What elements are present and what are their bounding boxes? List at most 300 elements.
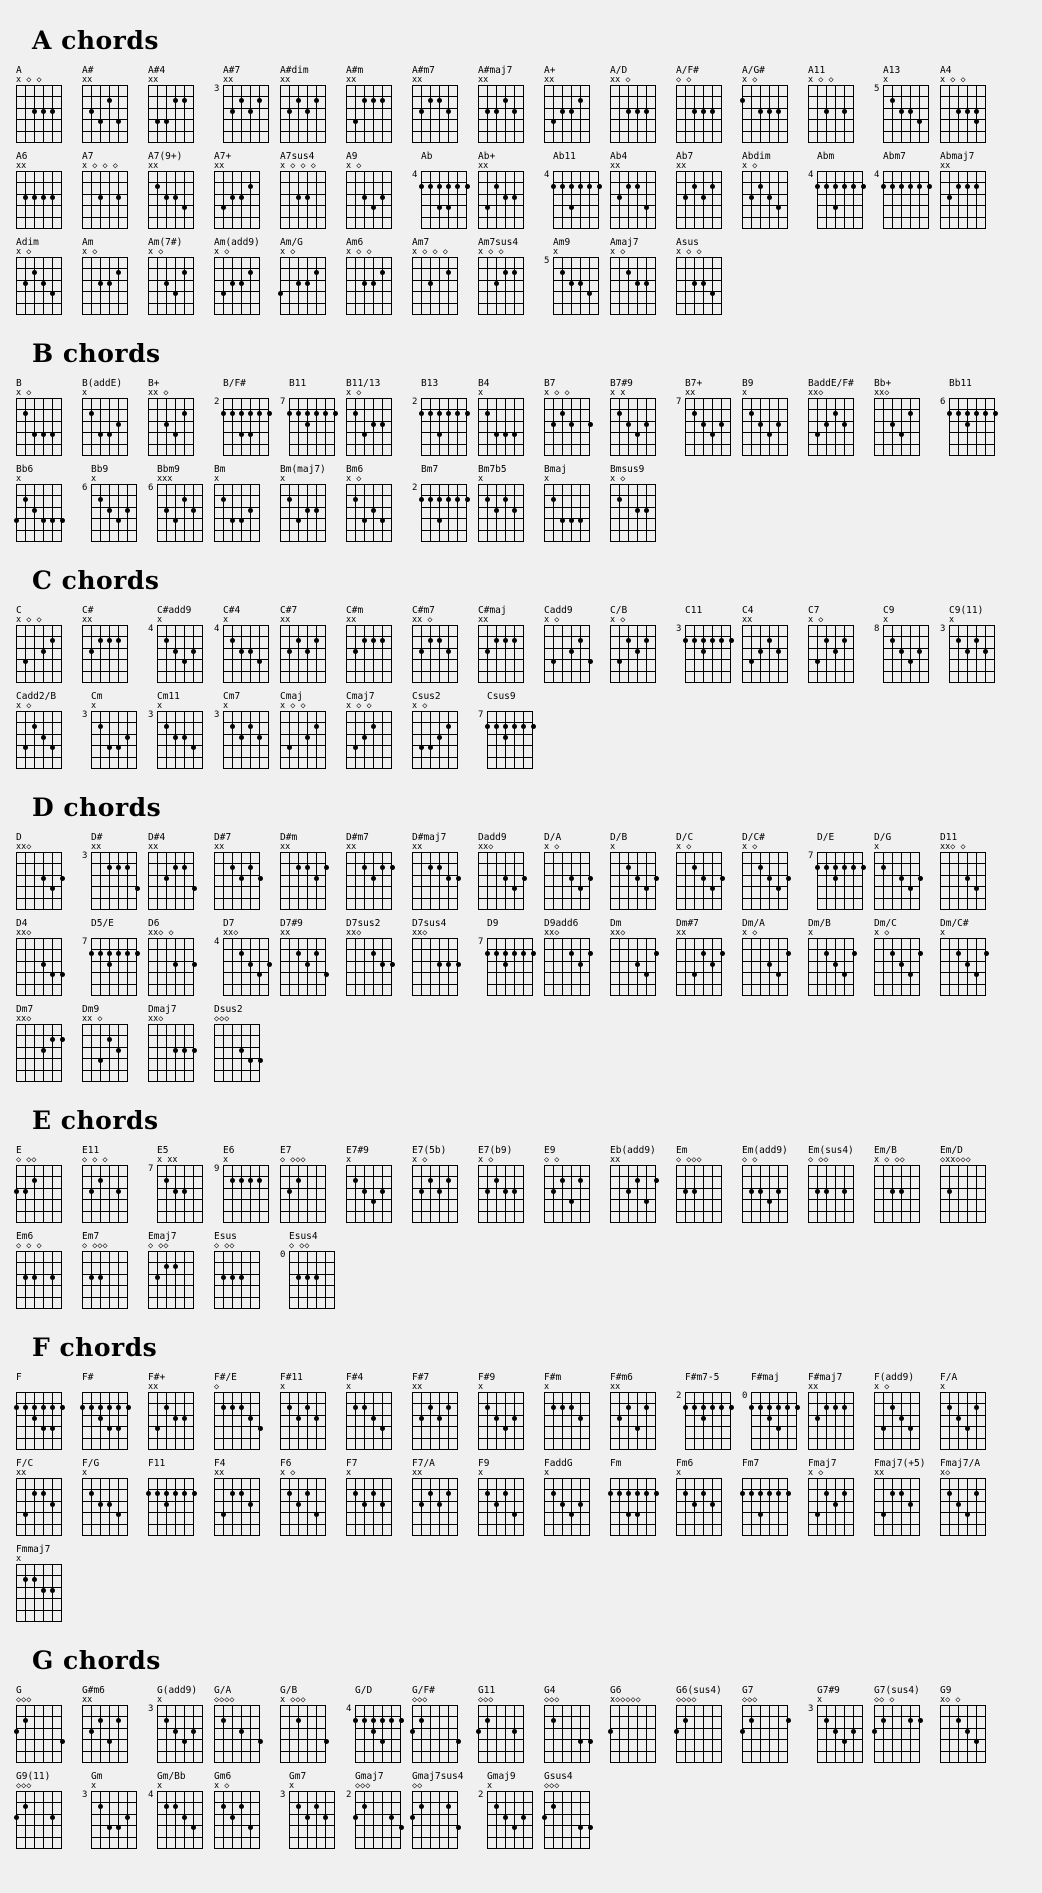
- fretboard: [478, 484, 524, 536]
- fretboard: [346, 1478, 392, 1530]
- fret-number: 9: [214, 1164, 220, 1174]
- chord-name: Abm7: [883, 151, 906, 162]
- fretboard: [280, 397, 335, 450]
- chord-diagram: [14, 605, 80, 677]
- chord-name: Bb11: [949, 378, 972, 389]
- fretboard: [874, 938, 920, 990]
- chord-diagram: [674, 65, 740, 137]
- chord-name: D#m: [280, 832, 298, 843]
- chord-diagram: [410, 691, 476, 763]
- chord-diagram: [278, 605, 344, 677]
- string-markers: x ◇: [346, 474, 362, 484]
- string-markers: ◇: [214, 1382, 220, 1392]
- fretboard: [214, 1478, 260, 1530]
- fretboard: [610, 171, 656, 223]
- chord-name: Cadd2/B: [16, 691, 57, 702]
- chord-section: [14, 1333, 1028, 1630]
- chord-name: Dm/C: [874, 918, 897, 929]
- string-markers: x ◇: [610, 615, 626, 625]
- chord-diagram: [674, 237, 740, 309]
- chord-name: B(addE): [82, 378, 123, 389]
- section-title: B chords: [32, 339, 161, 368]
- chord-diagram: [542, 1372, 608, 1444]
- fretboard: [742, 1478, 788, 1530]
- chord-diagram: [14, 151, 80, 223]
- chord-name: F#m7-5: [685, 1372, 720, 1383]
- chord-diagram: [278, 1145, 344, 1217]
- chord-diagram: [806, 1458, 872, 1530]
- chord-diagram: [14, 1231, 80, 1303]
- chord-name: Bmsus9: [610, 464, 645, 475]
- string-markers: x ◇ ◇ ◇: [82, 161, 118, 171]
- chord-diagram: [344, 918, 410, 990]
- fretboard: [16, 1251, 62, 1303]
- chord-name: D7: [223, 918, 235, 929]
- fret-number: 8: [874, 624, 880, 634]
- fretboard: [544, 625, 590, 677]
- string-markers: xx: [16, 161, 27, 171]
- fretboard: [16, 711, 62, 763]
- chord-name: B7: [544, 378, 556, 389]
- chord-diagram: [542, 151, 608, 223]
- chord-diagram: [212, 1372, 278, 1444]
- chord-name: F#m6: [610, 1372, 633, 1383]
- string-markers: xx: [544, 75, 555, 85]
- fretboard: [16, 1564, 62, 1616]
- chord-diagram: [14, 1544, 80, 1616]
- chord-name: A7(9+): [148, 151, 183, 162]
- chord-name: Dm/B: [808, 918, 831, 929]
- chord-name: Fm6: [676, 1458, 694, 1469]
- string-markers: x ◇: [808, 615, 824, 625]
- fretboard: [214, 1705, 260, 1757]
- chord-name: B+: [148, 378, 160, 389]
- string-markers: xx◇: [346, 928, 362, 938]
- string-markers: ◇ ◇◇◇: [280, 1155, 306, 1165]
- chord-diagram: [740, 151, 806, 223]
- chord-name: C#m7: [412, 605, 435, 616]
- chord-section: [14, 566, 1028, 777]
- chord-name: Bm6: [346, 464, 364, 475]
- fretboard: [412, 938, 458, 990]
- chord-diagram: [410, 237, 476, 309]
- chord-diagram: [278, 691, 344, 763]
- fret-number: 3: [808, 1704, 814, 1714]
- chord-grid: [14, 832, 1028, 1090]
- section-title: G chords: [32, 1646, 161, 1675]
- fretboard: [742, 171, 788, 223]
- chord-diagram: [14, 691, 80, 763]
- chord-name: D6: [148, 918, 160, 929]
- chord-diagram: [212, 1145, 278, 1217]
- chord-diagram: [278, 1372, 344, 1444]
- chord-name: F#m: [544, 1372, 562, 1383]
- fret-number: 4: [874, 170, 880, 180]
- string-markers: [817, 843, 863, 852]
- chord-diagram: [14, 918, 80, 990]
- chord-diagram: [740, 605, 806, 677]
- chord-name: FaddG: [544, 1458, 573, 1469]
- fret-number: 3: [214, 710, 220, 720]
- string-markers: x ◇ ◇: [16, 75, 42, 85]
- fret-number: 4: [148, 624, 154, 634]
- chord-diagram: [80, 918, 146, 990]
- chord-name: Ab7: [676, 151, 694, 162]
- string-markers: ◇ ◇◇: [808, 1155, 829, 1165]
- string-markers: x ◇: [148, 247, 164, 257]
- chord-name: A7: [82, 151, 94, 162]
- string-markers: x ◇: [412, 701, 428, 711]
- string-markers: xx ◇: [412, 615, 433, 625]
- string-markers: ◇◇◇: [478, 1695, 494, 1705]
- chord-diagram: [806, 832, 872, 904]
- string-markers: xx◇: [610, 928, 626, 938]
- fretboard: [940, 624, 995, 677]
- fret-number: 7: [808, 851, 814, 861]
- string-markers: x: [157, 1695, 163, 1705]
- fretboard: [610, 1478, 656, 1530]
- chord-diagram: [14, 832, 80, 904]
- string-markers: x: [346, 1382, 352, 1392]
- chord-name: D#: [91, 832, 103, 843]
- chord-diagram: [80, 1145, 146, 1217]
- chord-name: B11: [289, 378, 307, 389]
- chord-name: Am/G: [280, 237, 303, 248]
- string-markers: xx: [685, 388, 696, 398]
- chord-name: Am9: [553, 237, 571, 248]
- chord-name: Bb6: [16, 464, 34, 475]
- string-markers: xx: [412, 1382, 423, 1392]
- chord-name: Asus: [676, 237, 699, 248]
- string-markers: ◇ ◇◇◇: [676, 1155, 702, 1165]
- chord-diagram: [344, 691, 410, 763]
- chord-name: A#4: [148, 65, 166, 76]
- sections-root: [14, 26, 1028, 1857]
- chord-name: Gmaj7: [355, 1771, 384, 1782]
- chord-diagram: [146, 151, 212, 223]
- chord-diagram: [938, 1685, 1004, 1757]
- string-markers: xx: [214, 161, 225, 171]
- string-markers: x: [478, 1468, 484, 1478]
- fretboard: [478, 710, 533, 763]
- fretboard: [214, 624, 269, 677]
- chord-diagram: [146, 1458, 212, 1530]
- fretboard: [280, 484, 326, 536]
- chord-diagram: [344, 378, 410, 450]
- chord-diagram: [938, 605, 1004, 677]
- fretboard: [808, 85, 854, 137]
- chord-name: D/B: [610, 832, 628, 843]
- chord-diagram: [542, 918, 608, 990]
- string-markers: [82, 1383, 128, 1392]
- chord-name: A#dim: [280, 65, 309, 76]
- fretboard: [676, 938, 722, 990]
- string-markers: [223, 389, 269, 398]
- fretboard: [742, 938, 788, 990]
- chord-name: A#: [82, 65, 94, 76]
- chord-diagram: [14, 65, 80, 137]
- fret-number: 3: [148, 1704, 154, 1714]
- string-markers: xx: [214, 842, 225, 852]
- string-markers: ◇◇◇: [16, 1781, 32, 1791]
- chord-name: Cmaj7: [346, 691, 375, 702]
- fretboard: [82, 483, 137, 536]
- chord-name: A9: [346, 151, 358, 162]
- fretboard: [676, 1478, 722, 1530]
- fretboard: [412, 1392, 458, 1444]
- chord-diagram: [476, 1458, 542, 1530]
- fret-number: 3: [214, 84, 220, 94]
- chord-name: B/F#: [223, 378, 246, 389]
- chord-diagram: [212, 1231, 278, 1303]
- chord-name: E7(5b): [412, 1145, 447, 1156]
- chord-diagram: [14, 1771, 80, 1843]
- string-markers: x ◇ ◇: [346, 701, 372, 711]
- chord-name: Fmmaj7: [16, 1544, 51, 1555]
- fretboard: [544, 1165, 590, 1217]
- chord-diagram: [14, 1004, 80, 1076]
- string-markers: x ◇: [874, 928, 890, 938]
- chord-diagram: [212, 691, 278, 763]
- string-markers: ◇◇◇: [544, 1781, 560, 1791]
- string-markers: xx: [214, 1468, 225, 1478]
- chord-name: A+: [544, 65, 556, 76]
- string-markers: [487, 702, 533, 711]
- fretboard: [478, 937, 533, 990]
- chord-name: B7#9: [610, 378, 633, 389]
- fretboard: [742, 85, 788, 137]
- string-markers: x: [940, 1382, 946, 1392]
- chord-name: Emaj7: [148, 1231, 177, 1242]
- chord-diagram: [806, 65, 872, 137]
- chord-name: F#/E: [214, 1372, 237, 1383]
- fret-number: 5: [874, 84, 880, 94]
- fretboard: [280, 938, 326, 990]
- fretboard: [346, 484, 392, 536]
- fretboard: [214, 710, 269, 763]
- string-markers: xx: [148, 161, 159, 171]
- fretboard: [478, 625, 524, 677]
- chord-name: G6: [610, 1685, 622, 1696]
- string-markers: x: [553, 247, 559, 257]
- chord-name: Gmaj9: [487, 1771, 516, 1782]
- fretboard: [808, 1478, 854, 1530]
- chord-diagram: [146, 605, 212, 677]
- string-markers: xx: [610, 1382, 621, 1392]
- string-markers: x: [544, 1468, 550, 1478]
- fretboard: [610, 398, 656, 450]
- chord-name: F#9: [478, 1372, 496, 1383]
- chord-diagram: [872, 1145, 938, 1217]
- string-markers: ◇◇◇◇: [214, 1695, 235, 1705]
- string-markers: [685, 1383, 731, 1392]
- chord-name: Em6: [16, 1231, 34, 1242]
- string-markers: x ◇ ◇ ◇: [412, 247, 448, 257]
- chord-diagram: [872, 918, 938, 990]
- string-markers: x: [16, 474, 22, 484]
- chord-name: F: [16, 1372, 22, 1383]
- fretboard: [16, 625, 62, 677]
- fretboard: [478, 1165, 524, 1217]
- chord-name: Eb(add9): [610, 1145, 656, 1156]
- string-markers: [289, 389, 335, 398]
- fret-number: 7: [280, 397, 286, 407]
- chord-name: F#4: [346, 1372, 364, 1383]
- chord-name: A: [16, 65, 22, 76]
- string-markers: [355, 1696, 401, 1705]
- chord-name: D#4: [148, 832, 166, 843]
- chord-name: G4: [544, 1685, 556, 1696]
- chord-name: B: [16, 378, 22, 389]
- chord-diagram: [938, 1372, 1004, 1444]
- chord-name: Bm7b5: [478, 464, 507, 475]
- fretboard: [940, 1392, 986, 1444]
- string-markers: x ◇: [16, 701, 32, 711]
- chord-diagram: [212, 1771, 278, 1843]
- chord-name: D9: [487, 918, 499, 929]
- fretboard: [346, 625, 392, 677]
- chord-name: Ab4: [610, 151, 628, 162]
- chord-name: Dmaj7: [148, 1004, 177, 1015]
- fretboard: [16, 484, 62, 536]
- chord-name: C#4: [223, 605, 241, 616]
- string-markers: [817, 162, 863, 171]
- string-markers: x: [676, 1468, 682, 1478]
- fretboard: [412, 1165, 458, 1217]
- chord-diagram: [476, 237, 542, 309]
- string-markers: x ◇: [346, 161, 362, 171]
- fretboard: [874, 1165, 920, 1217]
- fretboard: [874, 84, 929, 137]
- chord-diagram: [608, 1145, 674, 1217]
- chord-grid: [14, 1372, 1028, 1630]
- chord-name: Bm(maj7): [280, 464, 326, 475]
- fretboard: [280, 1705, 326, 1757]
- chord-diagram: [212, 1685, 278, 1757]
- fretboard: [544, 256, 599, 309]
- chord-diagram: [740, 1145, 806, 1217]
- string-markers: x ◇: [214, 1781, 230, 1791]
- chord-name: A#7: [223, 65, 241, 76]
- fretboard: [676, 1705, 722, 1757]
- string-markers: ◇ ◇ ◇: [82, 1155, 108, 1165]
- string-markers: [685, 616, 731, 625]
- string-markers: xx: [280, 928, 291, 938]
- chord-diagram: [14, 1685, 80, 1757]
- chord-name: Dm: [610, 918, 622, 929]
- string-markers: ◇ ◇◇◇: [82, 1241, 108, 1251]
- string-markers: ◇ ◇: [742, 1155, 758, 1165]
- chord-diagram: [80, 1231, 146, 1303]
- chord-name: Cmaj: [280, 691, 303, 702]
- chord-name: A4: [940, 65, 952, 76]
- string-markers: x: [808, 928, 814, 938]
- string-markers: x: [289, 1781, 295, 1791]
- string-markers: x: [544, 474, 550, 484]
- string-markers: x: [157, 615, 163, 625]
- fretboard: [808, 1165, 854, 1217]
- fretboard: [808, 625, 854, 677]
- fretboard: [544, 484, 590, 536]
- chord-diagram: [212, 237, 278, 309]
- fretboard: [214, 1392, 260, 1444]
- chord-name: Bbm9: [157, 464, 180, 475]
- chord-diagram: [872, 605, 938, 677]
- string-markers: x◇◇◇◇◇: [610, 1695, 641, 1705]
- fret-number: 6: [940, 397, 946, 407]
- chord-name: F/G: [82, 1458, 100, 1469]
- fretboard: [676, 171, 722, 223]
- string-markers: x ◇: [808, 1468, 824, 1478]
- chord-name: G(add9): [157, 1685, 198, 1696]
- chord-diagram: [608, 1372, 674, 1444]
- fretboard: [478, 1478, 524, 1530]
- fret-number: 4: [544, 170, 550, 180]
- chord-name: Am(7#): [148, 237, 183, 248]
- fretboard: [16, 1392, 62, 1444]
- chord-name: Ab+: [478, 151, 496, 162]
- chord-diagram: [80, 1685, 146, 1757]
- chord-diagram: [212, 378, 278, 450]
- chord-diagram: [476, 691, 542, 763]
- fretboard: [610, 1392, 656, 1444]
- fretboard: [148, 1704, 203, 1757]
- chord-name: D/G: [874, 832, 892, 843]
- chord-name: F11: [148, 1458, 166, 1469]
- string-markers: xx◇: [478, 842, 494, 852]
- chord-name: G: [16, 1685, 22, 1696]
- fretboard: [346, 1165, 392, 1217]
- chord-name: D7#9: [280, 918, 303, 929]
- chord-diagram: [542, 1685, 608, 1757]
- chord-diagram: [542, 605, 608, 677]
- chord-name: D5/E: [91, 918, 114, 929]
- chord-name: B11/13: [346, 378, 381, 389]
- fretboard: [610, 85, 656, 137]
- chord-diagram: [938, 1145, 1004, 1217]
- chord-diagram: [674, 605, 740, 677]
- chord-name: A13: [883, 65, 901, 76]
- chord-diagram: [278, 1231, 344, 1303]
- section-title: C chords: [32, 566, 160, 595]
- chord-diagram: [410, 918, 476, 990]
- chord-diagram: [542, 65, 608, 137]
- string-markers: ◇◇◇: [16, 1695, 32, 1705]
- fretboard: [214, 1251, 260, 1303]
- fretboard: [346, 852, 392, 904]
- chord-diagram: [476, 918, 542, 990]
- string-markers: x ◇: [280, 247, 296, 257]
- string-markers: x: [949, 615, 955, 625]
- chord-name: Csus2: [412, 691, 441, 702]
- fretboard: [940, 1705, 986, 1757]
- chord-diagram: [146, 1004, 212, 1076]
- string-markers: ◇ ◇: [676, 75, 692, 85]
- string-markers: ◇ ◇◇: [289, 1241, 310, 1251]
- fretboard: [742, 625, 788, 677]
- string-markers: x ◇ ◇: [544, 388, 570, 398]
- string-markers: x ◇: [874, 1382, 890, 1392]
- fretboard: [412, 625, 458, 677]
- fretboard: [346, 1790, 401, 1843]
- string-markers: xx: [16, 1468, 27, 1478]
- fret-number: 2: [676, 1391, 682, 1401]
- fretboard: [148, 624, 203, 677]
- chord-name: C9(11): [949, 605, 984, 616]
- fretboard: [874, 1705, 920, 1757]
- chord-diagram: [872, 378, 938, 450]
- section-title: E chords: [32, 1106, 159, 1135]
